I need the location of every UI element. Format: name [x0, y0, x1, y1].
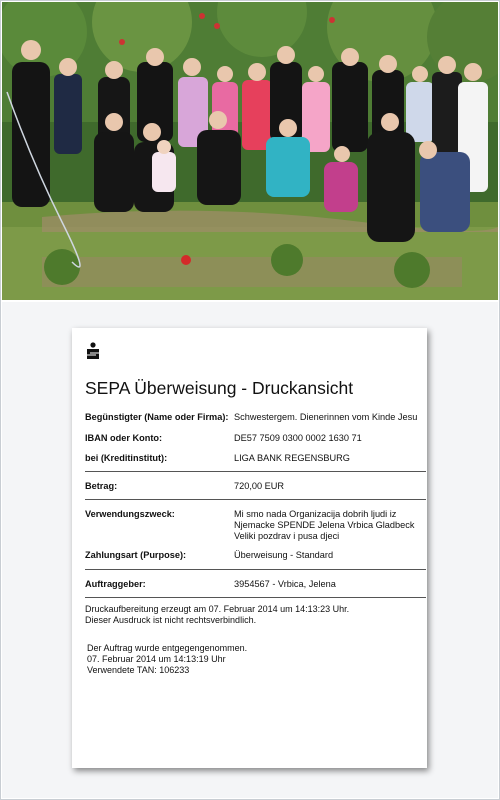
purpose-label: Verwendungszweck:: [85, 509, 175, 519]
payment-type-label: Zahlungsart (Purpose):: [85, 550, 187, 560]
amount-value: 720,00 EUR: [234, 481, 285, 491]
print-note-line-1: Druckaufbereitung erzeugt am 07. Februar 2014 um 14:13:23 Uhr.: [85, 604, 350, 614]
confirm-line-2: 07. Februar 2014 um 14:13:19 Uhr: [87, 654, 226, 664]
confirm-line-3: Verwendete TAN: 106233: [87, 665, 190, 675]
group-photo: [2, 2, 498, 300]
purpose-line-2: Njemacke SPENDE Jelena Vrbica Gladbeck: [234, 520, 415, 530]
orderer-value: 3954567 - Vrbica, Jelena: [234, 579, 336, 589]
bank-value: LIGA BANK REGENSBURG: [234, 453, 350, 463]
amount-label: Betrag:: [85, 481, 118, 491]
iban-value: DE57 7509 0300 0002 1630 71: [234, 433, 362, 443]
group-photo-illustration: [2, 2, 498, 300]
bank-label: bei (Kreditinstitut):: [85, 453, 168, 463]
beneficiary-label: Begünstigter (Name oder Firma):: [85, 412, 229, 422]
divider: [85, 499, 426, 500]
divider: [85, 471, 426, 472]
purpose-line-3: Veliki pozdrav i pusa djeci: [234, 531, 340, 541]
page-title: SEPA Überweisung - Druckansicht: [85, 378, 354, 398]
purpose-line-1: Mi smo nada Organizacija dobrih ljudi iz: [234, 509, 397, 519]
transfer-receipt: [72, 328, 427, 768]
orderer-label: Auftraggeber:: [85, 579, 146, 589]
divider: [85, 569, 426, 570]
confirm-line-1: Der Auftrag wurde entgegengenommen.: [87, 643, 248, 653]
print-note-line-2: Dieser Ausdruck ist nicht rechtsverbindlich.: [85, 615, 257, 625]
payment-type-value: Überweisung - Standard: [234, 550, 334, 560]
sparkasse-s-icon: [85, 342, 101, 360]
divider: [85, 597, 426, 598]
iban-label: IBAN oder Konto:: [85, 433, 163, 443]
beneficiary-value: Schwestergem. Dienerinnen vom Kinde Jesu: [234, 412, 418, 422]
